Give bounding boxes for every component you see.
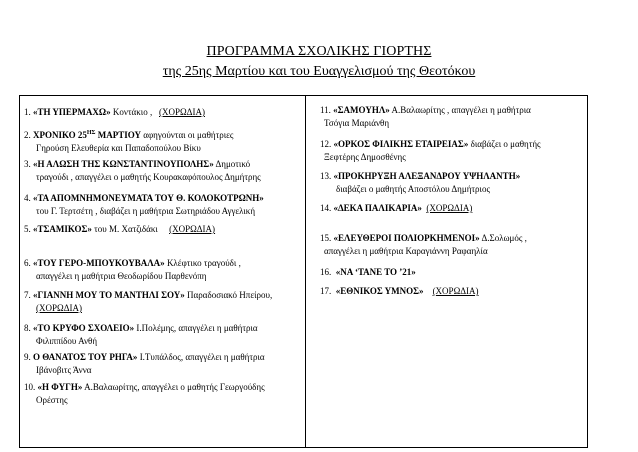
item-performer: διαβάζει ο μαθητής Αποστόλου Δημήτριος	[336, 184, 491, 194]
item-number: 2.	[24, 130, 31, 140]
item-performer: Ορέστης	[36, 395, 68, 405]
program-item-5	[24, 223, 301, 236]
item-title: «ΝΑ ‘ΤΑΝΕ ΤΟ ’21»	[335, 267, 416, 277]
item-description: Δημοτικό	[213, 159, 251, 169]
program-item-3	[24, 158, 301, 184]
item-description: Κλέφτικο τραγούδι ,	[164, 258, 241, 268]
item-title: «ΟΡΚΟΣ ΦΙΛΙΚΗΣ ΕΤΑΙΡΕΙΑΣ»	[333, 139, 469, 149]
program-item-8	[24, 322, 301, 348]
program-table	[19, 95, 588, 448]
item-performer: Φιλιππίδου Ανθή	[36, 336, 98, 346]
program-item-7	[24, 289, 301, 315]
item-number: 17.	[320, 286, 332, 296]
program-item-16	[320, 266, 583, 279]
item-performer: Τσόγια Μαριάνθη	[324, 118, 390, 128]
program-item-14	[320, 202, 583, 215]
item-description: Α.Βαλαωρίτης, απαγγέλει ο μαθητής Γεωργούδης	[82, 382, 265, 392]
program-item-13	[320, 170, 583, 196]
page-subtitle: της 25ης Μαρτίου και του Ευαγγελισμού της Θεοτόκου	[162, 64, 476, 79]
item-number: 4.	[24, 193, 31, 203]
item-title-cont: ΜΑΡΤΙΟΥ	[95, 130, 141, 140]
item-title: «Η ΑΛΩΣΗ ΤΗΣ ΚΩΝΣΤΑΝΤΙΝΟΥΠΟΛΗΣ»	[33, 159, 214, 169]
program-item-12	[320, 138, 583, 164]
program-item-17	[320, 285, 583, 298]
item-choir-label: (ΧΟΡΩΔΙΑ)	[426, 203, 473, 213]
item-description: Δ.Σολωμός ,	[479, 233, 527, 243]
item-number: 3.	[24, 159, 31, 169]
item-choir-label: (ΧΟΡΩΔΙΑ)	[36, 303, 82, 313]
item-number: 13.	[320, 171, 332, 181]
item-number: 14.	[320, 203, 332, 213]
item-choir-label: (ΧΟΡΩΔΙΑ)	[432, 286, 479, 296]
item-description: αφηγούνται οι μαθήτριες	[140, 130, 234, 140]
item-description: Κοντάκιο ,	[110, 107, 153, 117]
item-title: «ΤΣΑΜΙΚΟΣ»	[33, 224, 92, 234]
item-number: 12.	[320, 139, 332, 149]
item-title: «ΣΑΜΟΥΗΛ»	[333, 105, 390, 115]
item-description: Α.Βαλαωρίτης , απαγγέλει η μαθήτρια	[389, 105, 531, 115]
item-title-superscript: ΗΣ	[86, 130, 96, 136]
program-item-4	[24, 192, 301, 218]
program-item-1	[24, 106, 301, 119]
item-title: «ΕΘΝΙΚΟΣ ΥΜΝΟΣ»	[335, 286, 424, 296]
item-number: 7.	[24, 290, 31, 300]
item-performer: Ξεφτέρης Δημοσθένης	[324, 152, 406, 162]
item-title: «ΤΗ ΥΠΕΡΜΑΧΩ»	[33, 107, 111, 117]
program-item-6	[24, 257, 301, 283]
item-title: «ΕΛΕΥΘΕΡΟΙ ΠΟΛΙΟΡΚΗΜΕΝΟΙ»	[333, 233, 480, 243]
item-performer: του Γ. Τερτσέτη , διαβάζει η μαθήτρια Σωτηριάδου Αγγελική	[36, 206, 256, 216]
item-number: 16.	[320, 267, 332, 277]
item-description: του Μ. Χατζιδάκι	[91, 224, 158, 234]
item-description: Ι.Τυπάλδος, απαγγέλει η μαθήτρια	[137, 352, 265, 362]
item-title: ΧΡΟΝΙΚΟ 25	[33, 130, 87, 140]
item-description: Ι.Πολέμης, απαγγέλει η μαθήτρια	[134, 323, 258, 333]
left-column	[20, 96, 306, 447]
item-number: 8.	[24, 323, 31, 333]
item-title: «ΤΟΥ ΓΕΡΟ-ΜΠΟΥΚΟΥΒΑΛΑ»	[33, 258, 165, 268]
item-choir-label: (ΧΟΡΩΔΙΑ)	[158, 107, 205, 117]
item-title: «ΔΕΚΑ ΠΑΛΙΚΑΡΙΑ»	[333, 203, 422, 213]
item-description: διαβάζει ο μαθητής	[468, 139, 541, 149]
right-column	[306, 96, 587, 447]
program-item-2	[24, 129, 301, 155]
item-title: «ΤΑ ΑΠΟΜΝΗΜΟΝΕΥΜΑΤΑ ΤΟΥ Θ. ΚΟΛΟΚΟΤΡΩΝΗ»	[33, 193, 264, 203]
item-title: Ο ΘΑΝΑΤΟΣ ΤΟΥ ΡΗΓΑ»	[33, 352, 138, 362]
item-number: 15.	[320, 233, 332, 243]
item-performer: απαγγέλει η μαθήτρια Καραγιάννη Ραφαηλία	[324, 246, 488, 256]
item-number: 9.	[24, 352, 31, 362]
item-title: «ΓΙΑΝΝΗ ΜΟΥ ΤΟ ΜΑΝΤΗΛΙ ΣΟΥ»	[33, 290, 185, 300]
item-title: «ΤΟ ΚΡΥΦΟ ΣΧΟΛΕΙΟ»	[33, 323, 135, 333]
item-performer: τραγούδι , απαγγέλει ο μαθητής Κουρακαφόπουλος Δημήτρης	[36, 172, 261, 182]
program-item-10	[24, 381, 301, 407]
item-number: 11.	[320, 105, 331, 115]
item-number: 1.	[24, 107, 31, 117]
item-performer: απαγγέλει η μαθήτρια Θεοδωρίδου Παρθενόπη	[36, 271, 207, 281]
program-item-11	[320, 104, 583, 130]
item-title: «Η ΦΥΓΗ»	[37, 382, 83, 392]
item-choir-label: (ΧΟΡΩΔΙΑ)	[169, 224, 216, 234]
item-title: «ΠΡΟΚΗΡΥΞΗ ΑΛΕΞΑΝΔΡΟΥ ΥΨΗΛΑΝΤΗ»	[333, 171, 521, 181]
item-number: 5.	[24, 224, 31, 234]
page-title: ΠΡΟΓΡΑΜΜΑ ΣΧΟΛΙΚΗΣ ΓΙΟΡΤΗΣ	[206, 44, 432, 59]
item-number: 10.	[24, 382, 36, 392]
item-performer: Ιβάνοβιτς Άννα	[36, 365, 92, 375]
item-number: 6.	[24, 258, 31, 268]
item-description: Παραδοσιακό Ηπείρου,	[184, 290, 273, 300]
program-item-9	[24, 351, 301, 377]
item-performer: Γηρούση Ελευθερία και Παπαδοπούλου Βίκυ	[36, 143, 201, 153]
program-item-15	[320, 232, 583, 258]
